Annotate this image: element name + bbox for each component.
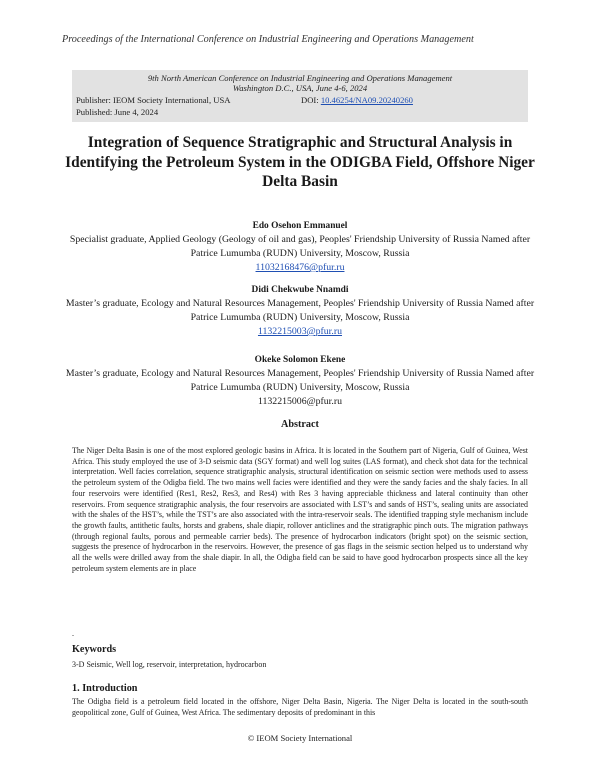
published-date: Published: June 4, 2024 [76, 107, 159, 117]
author-name: Didi Chekwube Nnamdi [251, 285, 349, 295]
abstract-body: The Niger Delta Basin is one of the most explored geologic basins in Africa. It is located in the Southern part of Nigeria, Gulf of Guinea, West Africa. This study employed the use of 3-D seismic data (SGY format) and well log suites (LAS format), and check shot data for the technical interpretation. Well facies correlation, sequence stratigraphic analysis, structural identification on seismic section were methods used to assess the petroleum system of the Odigba field. The two mains well facies were identified and they were the sandy facies and the shaly facies. In all four reservoirs were identified (Res1, Res2, Res3, and Res4) with Res 3 having appreciable thickness and lateral continuity than other reservoirs. From sequence stratigraphic analysis, the four reservoirs are associated with LST’s and sands of HST’s, sealing units are associated with the shales of the HST’s, while the TST’s are also associated with the intra-reservoir seals. The identified trapping style mechanism include the growth faults, antithetic faults, horsts and grabens, shale diapir, rollover anticlines and the stratigraphic pinch outs. The migration pathways (through regional faults, porous and permeable carrier beds). The presence of hydrocarbon indicators (bright spot) on the seismic section, suggests the presence of hydrocarbon in the reservoirs. However, the presence of gas flags in the seismic section helped us to understand why all the wells were drilled away from the shale diapir. In all, the Odigba field can be said to have good hydrocarbon prospects since all the key petroleum system elements are in place [72, 446, 528, 573]
author-affiliation: Master’s graduate, Ecology and Natural Resources Management, Peoples' Friendship University of Russia Named after Patrice Lumumba (RUDN) University, Moscow, Russia [65, 298, 535, 323]
abstract-heading: Abstract [281, 419, 319, 430]
author-name: Edo Osehon Emmanuel [252, 221, 348, 231]
keywords-list: 3-D Seismic, Well log, reservoir, interpretation, hydrocarbon [72, 660, 267, 669]
author-email-link[interactable]: 11032168476@pfur.ru [255, 262, 345, 273]
keywords-heading: Keywords [72, 644, 117, 655]
author-block [60, 353, 540, 409]
doi-label: DOI: [301, 95, 321, 105]
abstract-trailing-mark: . [72, 629, 74, 638]
introduction-body: The Odigba field is a petroleum field located in the offshore, Niger Delta Basin, Nigeria. The Niger Delta is located in the south-south geopolitical zone, Gulf of Guinea, West Africa. The sedimentary deposits of predominant in this [72, 697, 528, 717]
doi-link[interactable]: 10.46254/NA09.20240260 [320, 95, 413, 105]
conference-place-date: Washington D.C., USA, June 4-6, 2024 [232, 83, 368, 93]
author-name: Okeke Solomon Ekene [254, 355, 346, 365]
page-footer: © IEOM Society International [247, 733, 353, 743]
author-block [60, 283, 540, 339]
doi-line [301, 95, 413, 105]
author-affiliation: Specialist graduate, Applied Geology (Geology of oil and gas), Peoples' Friendship University of Russia Named after Patrice Lumumba (RUDN) University, Moscow, Russia [69, 234, 531, 259]
paper-title: Integration of Sequence Stratigraphic and Structural Analysis in Identifying the Petroleum System in the ODIGBA Field, Offshore Niger Delta Basin [65, 134, 535, 190]
conference-info-box [72, 70, 528, 122]
publisher-line: Publisher: IEOM Society International, USA [76, 95, 231, 105]
author-email-link[interactable]: 1132215003@pfur.ru [257, 326, 343, 337]
running-head: Proceedings of the International Conference on Industrial Engineering and Operations Management [62, 34, 474, 45]
author-affiliation: Master’s graduate, Ecology and Natural Resources Management, Peoples' Friendship University of Russia Named after Patrice Lumumba (RUDN) University, Moscow, Russia [65, 368, 535, 393]
author-block [60, 219, 540, 275]
conference-name: 9th North American Conference on Industrial Engineering and Operations Management [147, 73, 453, 83]
author-email: 1132215006@pfur.ru [257, 396, 343, 407]
introduction-heading: 1. Introduction [72, 683, 138, 694]
